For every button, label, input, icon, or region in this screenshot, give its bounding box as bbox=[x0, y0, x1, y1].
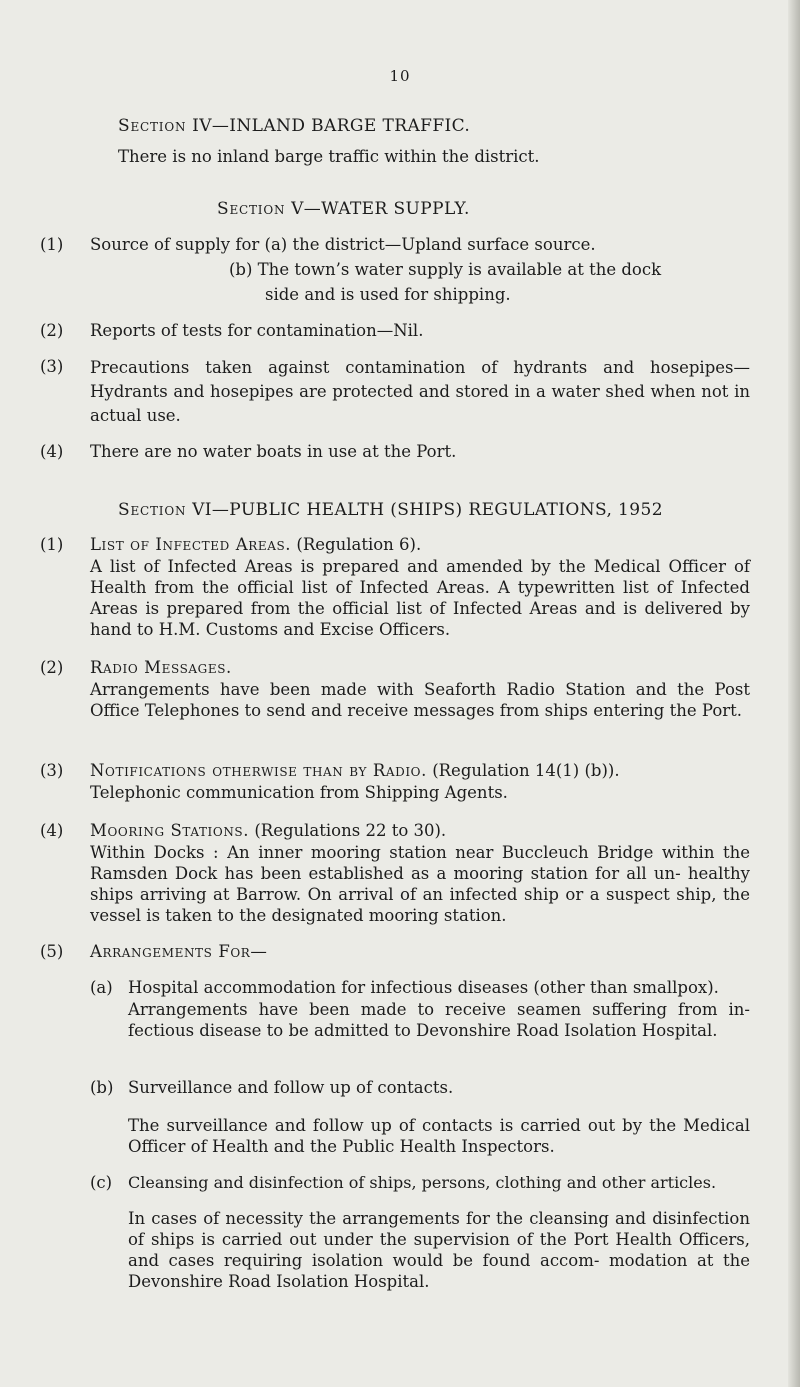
item-number: (1) bbox=[40, 535, 64, 554]
infected-areas-heading bbox=[90, 534, 421, 555]
section-4-heading bbox=[118, 116, 470, 137]
water-source-b-line-1: (b) The town’s water supply is available at the dock bbox=[229, 260, 662, 279]
hydrant-precautions: Precautions taken against contamination of hydrants and hosepipes— Hydrants and hosepipes are protected and stored in a water shed when not in actual use. bbox=[90, 358, 750, 425]
arrangement-text: In cases of necessity the arrangements for the cleansing and disinfection of ships is carried out under the supervision of the Port Health Officers, and cases requiring isolation would be found accom- modation at the Devonshire Road Isolation Hospital. bbox=[128, 1209, 750, 1291]
mooring-stations-heading bbox=[90, 820, 446, 841]
arrangement-label: (a) bbox=[90, 978, 113, 997]
arrangement-title: Cleansing and disinfection of ships, persons, clothing and other articles. bbox=[128, 1173, 717, 1192]
water-source-line: Source of supply for (a) the district—Upland surface source. bbox=[90, 235, 596, 254]
section-4-heading-prefix: Section bbox=[118, 116, 187, 136]
arrangement-text: The surveillance and follow up of contacts is carried out by the Medical Officer of Health and the Public Health Inspectors. bbox=[128, 1116, 750, 1156]
item-ref: (Regulation 14(1) (b)). bbox=[426, 761, 620, 780]
section-5-heading bbox=[217, 199, 470, 220]
mooring-stations-text: Within Docks : An inner mooring station near Buccleuch Bridge within the Ramsden Dock has been established as a mooring station for all un- healthy ships arriving at Barrow. On arrival of an infected ship or a suspect ship, the vessel is taken to the designated mooring station. bbox=[90, 843, 750, 925]
item-number: (3) bbox=[40, 357, 64, 376]
infected-areas-text: A list of Infected Areas is prepared and amended by the Medical Officer of Health from the official list of Infected Areas. A typewritten list of Infected Areas is prepared from the official list of Infected Areas and is delivered by hand to H.M. Customs and Excise Officers. bbox=[90, 557, 750, 639]
item-title: List of Infected Areas. bbox=[90, 535, 292, 554]
item-number: (4) bbox=[40, 442, 64, 461]
contamination-tests: Reports of tests for contamination—Nil. bbox=[90, 321, 424, 340]
arrangements-heading bbox=[90, 941, 268, 962]
item-number: (5) bbox=[40, 942, 64, 961]
arrangement-label: (b) bbox=[90, 1078, 114, 1097]
section-6-heading bbox=[118, 500, 663, 521]
item-number: (1) bbox=[40, 235, 64, 254]
notifications-heading bbox=[90, 760, 620, 781]
arrangement-title: Hospital accommodation for infectious diseases (other than smallpox). bbox=[128, 978, 719, 997]
radio-messages-heading bbox=[90, 657, 232, 678]
item-title: Mooring Stations. bbox=[90, 821, 250, 840]
water-source-b-line-2: side and is used for shipping. bbox=[265, 285, 511, 304]
item-title: Notifications otherwise than by Radio. bbox=[90, 761, 427, 780]
section-6-heading-prefix: Section bbox=[118, 500, 187, 520]
item-number: (3) bbox=[40, 761, 64, 780]
section-6-heading-rest: VI—PUBLIC HEALTH (SHIPS) REGULATIONS, 1952 bbox=[192, 500, 663, 520]
item-number: (2) bbox=[40, 658, 64, 677]
arrangement-title: Surveillance and follow up of contacts. bbox=[128, 1078, 454, 1097]
section-5-heading-rest: V—WATER SUPPLY. bbox=[291, 199, 470, 219]
item-ref: (Regulations 22 to 30). bbox=[249, 821, 447, 840]
arrangement-label: (c) bbox=[90, 1173, 113, 1192]
item-number: (2) bbox=[40, 321, 64, 340]
item-number: (4) bbox=[40, 821, 64, 840]
item-ref: (Regulation 6). bbox=[291, 535, 422, 554]
water-boats: There are no water boats in use at the Port. bbox=[90, 442, 457, 461]
notifications-text: Telephonic communication from Shipping Agents. bbox=[90, 783, 508, 802]
page-number: 10 bbox=[389, 67, 411, 85]
section-4-heading-rest: IV—INLAND BARGE TRAFFIC. bbox=[192, 116, 471, 136]
section-4-text: There is no inland barge traffic within the district. bbox=[118, 147, 540, 166]
item-title: Radio Messages. bbox=[90, 658, 232, 677]
radio-messages-text: Arrangements have been made with Seaforth Radio Station and the Post Office Telephones to send and receive messages from ships entering the Port. bbox=[90, 680, 750, 720]
arrangement-text: Arrangements have been made to receive seamen suffering from in- fectious disease to be admitted to Devonshire Road Isolation Hospital. bbox=[128, 1000, 750, 1040]
page-edge-shadow bbox=[788, 0, 800, 1387]
item-title: Arrangements For— bbox=[90, 942, 268, 961]
section-5-heading-prefix: Section bbox=[217, 199, 286, 219]
